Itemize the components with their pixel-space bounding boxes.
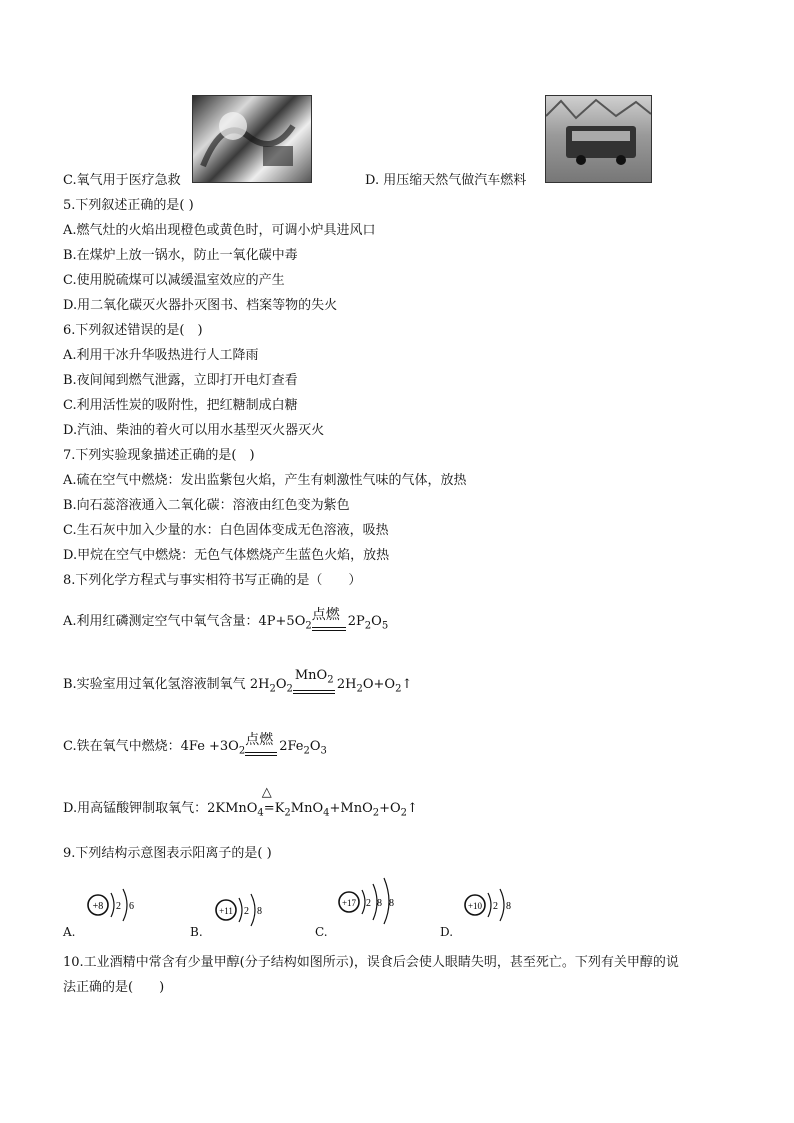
q5-stem: 5.下列叙述正确的是( ) <box>63 198 194 213</box>
q8-b-prod-sub: 2 <box>356 683 363 695</box>
q7-stem: 7.下列实验现象描述正确的是( ) <box>63 448 255 463</box>
q6-stem: 6.下列叙述错误的是( ) <box>63 323 203 338</box>
q8-c-text: C.铁在氧气中燃烧：4Fe +3O <box>63 739 239 754</box>
q8-b-prod2: O+O <box>362 677 396 692</box>
q10-line1: 10.工业酒精中常含有少量甲醇(分子结构如图所示)，误食后会使人眼睛失明，甚至死亡。下列有关甲醇的说 <box>63 955 679 970</box>
q9-atom-d-shell1-arc <box>488 893 491 917</box>
q6-option-c: C.利用活性炭的吸附性，把红糖制成白糖 <box>63 398 298 413</box>
q9-atom-d-shell2: 8 <box>506 901 511 912</box>
q8-d-eq: =K <box>263 801 285 816</box>
q8-d-prod-mn: MnO <box>290 801 324 816</box>
q8-b-condition <box>295 668 334 689</box>
q9-atom-b-nucleus: +11 <box>219 906 233 916</box>
q9-atom-b-shell2: 8 <box>257 906 262 917</box>
q8-a-sub: 2 <box>305 620 312 632</box>
q9-label-b: B. <box>190 925 203 939</box>
q8-stem: 8.下列化学方程式与事实相符书写正确的是（ ） <box>63 573 362 588</box>
q8-c-prod-sub2: 3 <box>320 745 327 757</box>
q9-atom-b-shell1-arc <box>239 898 242 922</box>
q8-d-sub: 4 <box>257 807 264 819</box>
q8-d-condition: △ <box>261 785 272 800</box>
q5-option-c: C.使用脱硫煤可以减缓温室效应的产生 <box>63 273 285 288</box>
q9-atom-a-shell2-arc <box>123 889 127 921</box>
q9-atom-b-shell2-arc <box>251 894 255 926</box>
q8-b-o: O <box>275 677 287 692</box>
q8-a-prod-sub2: 5 <box>381 620 389 632</box>
q9-atom-c-diagram <box>336 876 408 926</box>
q8-b-sub2: 2 <box>286 683 293 695</box>
q8-b-cond-sub: 2 <box>327 674 334 686</box>
q9-atom-a-diagram <box>85 883 145 927</box>
q8-option-b <box>63 668 413 698</box>
q8-b-cond-text: MnO <box>294 668 328 683</box>
q9-atom-d-diagram <box>462 883 522 927</box>
q5-option-b: B.在煤炉上放一锅水，防止一氧化碳中毒 <box>63 248 298 263</box>
medical-rescue-photo <box>192 95 312 183</box>
q4-option-c: C.氧气用于医疗急救 <box>63 173 181 188</box>
q4-option-d: D. 用压缩天然气做汽车燃料 <box>365 173 527 188</box>
q6-option-b: B.夜间闻到燃气泄露，立即打开电灯查看 <box>63 373 298 388</box>
q7-option-c: C.生石灰中加入少量的水：白色固体变成无色溶液，吸热 <box>63 523 389 538</box>
q7-option-b: B.向石蕊溶液通入二氧化碳：溶液由红色变为紫色 <box>63 498 350 513</box>
natural-gas-bus-photo <box>545 95 652 183</box>
q8-d-prod-sub2: 4 <box>323 807 330 819</box>
q9-atom-a-nucleus: +8 <box>92 901 104 912</box>
q9-atom-c-shell3: 8 <box>389 898 394 909</box>
q8-option-a <box>63 607 389 635</box>
q8-d-prod3-sub: 2 <box>400 807 408 819</box>
q9-atom-d-shell1: 2 <box>493 901 498 912</box>
q8-b-prod2-sub: 2 <box>395 683 402 695</box>
q9-atom-c-shell1: 2 <box>366 898 371 909</box>
q9-atom-d-nucleus: +10 <box>467 901 483 911</box>
q8-d-arrow: ↑ <box>407 801 418 816</box>
q9-label-a: A. <box>63 925 76 939</box>
q9-atom-b-diagram <box>213 888 273 932</box>
q7-option-d: D.甲烷在空气中燃烧：无色气体燃烧产生蓝色火焰，放热 <box>63 548 390 563</box>
q9-atom-c-shell2: 8 <box>377 898 382 909</box>
q9-atom-a-shell1-arc <box>111 893 114 917</box>
q9-stem: 9.下列结构示意图表示阳离子的是( ) <box>63 846 272 861</box>
q5-option-a: A.燃气灶的火焰出现橙色或黄色时，可调小炉具进风口 <box>63 223 376 238</box>
q6-option-a: A.利用干冰升华吸热进行人工降雨 <box>63 348 259 363</box>
q8-c-prod-sub1: 2 <box>303 745 310 757</box>
q8-d-prod3: +O <box>379 801 401 816</box>
q7-option-a: A.硫在空气中燃烧：发出监紫包火焰，产生有刺激性气味的气体，放热 <box>63 473 467 488</box>
q8-c-condition: 点燃 <box>245 732 274 748</box>
q8-d-eq-wrap <box>261 785 285 817</box>
q9-atom-a-shell2: 6 <box>129 901 134 912</box>
q9-label-c: C. <box>315 925 328 939</box>
q8-a-text: A.利用红磷测定空气中氧气含量：4P+5O <box>63 614 306 629</box>
q8-d-text: D.用高锰酸钾制取氧气：2KMnO <box>63 801 258 816</box>
q8-b-sub1: 2 <box>269 683 276 695</box>
q8-b-prod: 2H <box>336 677 357 692</box>
q8-a-prod-sub1: 2 <box>364 620 372 632</box>
q9-atom-c-shell1-arc <box>362 890 365 914</box>
q10-line2: 法正确的是( ) <box>63 980 165 995</box>
q8-a-condition: 点燃 <box>311 607 340 623</box>
q8-b-arrow: ↑ <box>401 677 413 692</box>
q5-option-d: D.用二氧化碳灭火器扑灭图书、档案等物的失火 <box>63 298 338 313</box>
q8-d-prod-sub1: 2 <box>284 807 291 819</box>
q6-option-d: D.汽油、柴油的着火可以用水基型灭火器灭火 <box>63 423 325 438</box>
q8-b-text: B.实验室用过氧化氢溶液制氧气 2H <box>63 677 270 692</box>
q8-d-prod2: +MnO <box>329 801 373 816</box>
q8-c-prod: 2Fe <box>279 739 304 754</box>
q8-d-prod2-sub: 2 <box>372 807 380 819</box>
q8-c-prod-o: O <box>309 739 321 754</box>
q8-c-sub: 2 <box>238 745 246 757</box>
q9-atom-d-shell2-arc <box>500 889 504 921</box>
q9-label-d: D. <box>440 925 454 939</box>
q8-option-c <box>63 732 327 760</box>
q9-atom-a-shell1: 2 <box>116 901 121 912</box>
q9-atom-b-shell1: 2 <box>244 906 249 917</box>
q8-option-d <box>63 785 418 822</box>
q9-atom-c-nucleus: +17 <box>341 898 357 908</box>
q8-a-product: 2P <box>347 614 365 629</box>
q8-a-prod-o: O <box>371 614 382 629</box>
